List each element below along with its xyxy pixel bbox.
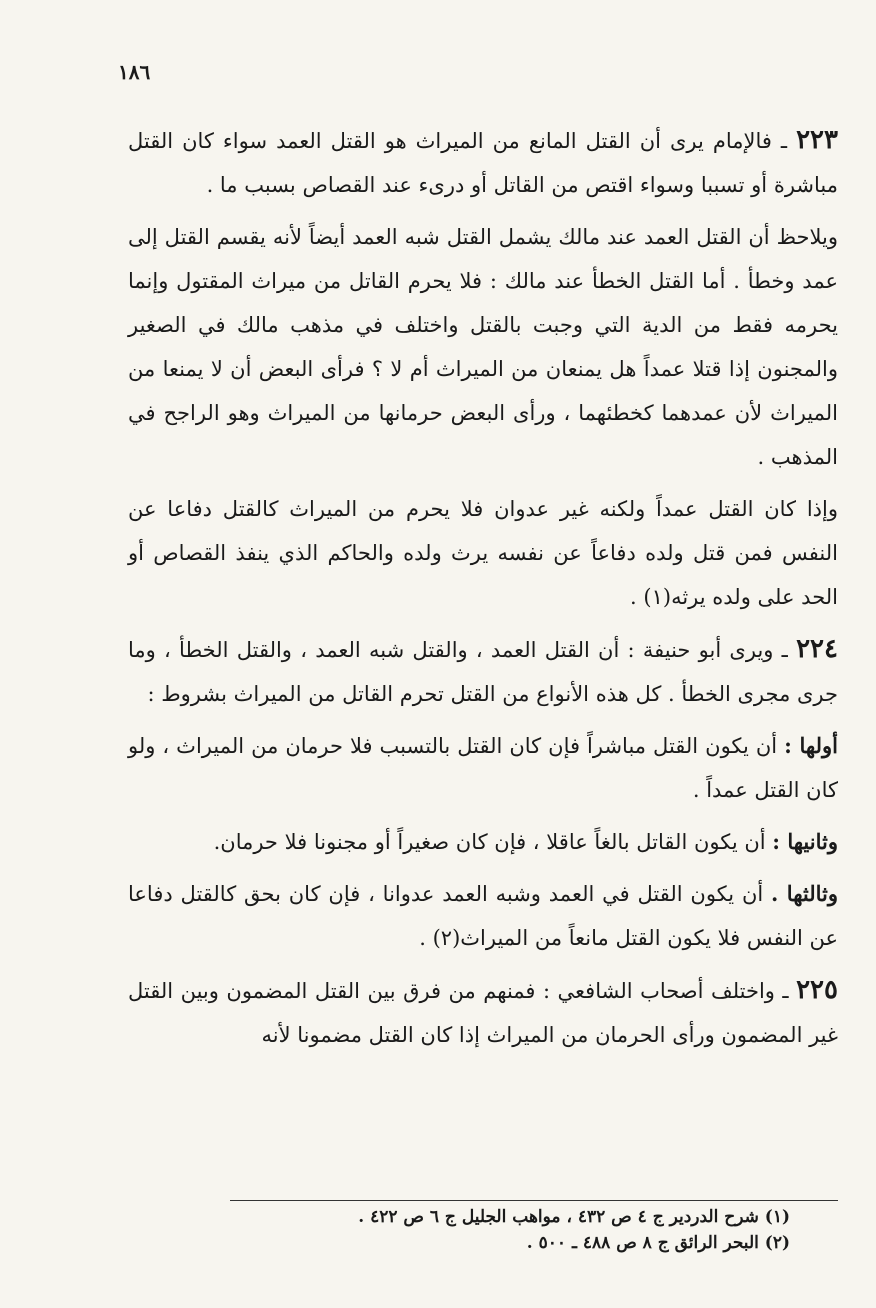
paragraph-self-defense xyxy=(128,487,838,619)
section-number: ٢٢٥ xyxy=(796,975,838,1005)
paragraph-text: أن يكون القاتل بالغاً عاقلا ، فإن كان صغيراً أو مجنونا فلا حرمان. xyxy=(213,830,773,854)
paragraph-text: أن يكون القتل في العمد وشبه العمد عدوانا ، فإن كان بحق كالقتل دفاعا عن النفس فلا يكون القتل مانعاً من الميراث(٢) . xyxy=(128,882,838,950)
body-text xyxy=(128,118,838,1065)
paragraph-text: ـ ويرى أبو حنيفة : أن القتل العمد ، والقتل شبه العمد ، والقتل الخطأ ، وما جرى مجرى الخطأ . كل هذه الأنواع من القتل تحرم القاتل من الميراث بشروط : xyxy=(128,638,838,706)
paragraph-text: ـ واختلف أصحاب الشافعي : فمنهم من فرق بين القتل المضمون وبين القتل غير المضمون ورأى الحرمان من الميراث إذا كان القتل مضمونا لأنه xyxy=(128,979,838,1047)
condition-lead: أولها : xyxy=(784,733,838,758)
condition-lead: وثانيها : xyxy=(772,829,838,854)
paragraph-225 xyxy=(128,968,838,1057)
paragraph-text: ويلاحظ أن القتل العمد عند مالك يشمل القتل شبه العمد أيضاً لأنه يقسم القتل إلى عمد وخطأ . أما القتل الخطأ عند مالك : فلا يحرم القاتل من ميراث المقتول وإنما يحرمه فقط من الدية التي وجبت بالقتل واختلف في مذهب مالك في الصغير والمجنون إذا قتلا عمداً هل يمنعان من الميراث أم لا ؟ فرأى البعض أن لا يمنعا من الميراث لأن عمدهما كخطئهما ، ورأى البعض حرمانها من الميراث وهو الراجح في المذهب . xyxy=(128,225,838,469)
paragraph-223 xyxy=(128,118,838,207)
page-number: ١٨٦ xyxy=(118,60,151,84)
paragraph-condition-3 xyxy=(128,872,838,960)
footnotes xyxy=(230,1204,790,1256)
paragraph-text: أن يكون القتل مباشراً فإن كان القتل بالتسبب فلا حرمان من الميراث ، ولو كان القتل عمداً . xyxy=(128,734,838,802)
paragraph-text: وإذا كان القتل عمداً ولكنه غير عدوان فلا يحرم من الميراث كالقتل دفاعا عن النفس فمن قتل ولده دفاعاً عن نفسه يرث ولده والحاكم الذي ينفذ القصاص أو الحد على ولده يرثه(١) . xyxy=(128,497,838,609)
section-number: ٢٢٤ xyxy=(796,634,838,664)
paragraph-malik-note xyxy=(128,215,838,479)
condition-lead: وثالثها . xyxy=(771,881,838,906)
footnote-2: (٢) البحر الرائق ج ٨ ص ٤٨٨ ـ ٥٠٠ . xyxy=(526,1233,790,1253)
footnote-1: (١) شرح الدردير ج ٤ ص ٤٣٢ ، مواهب الجليل ج ٦ ص ٤٢٢ . xyxy=(358,1207,790,1227)
paragraph-condition-2 xyxy=(128,820,838,864)
paragraph-condition-1 xyxy=(128,724,838,812)
section-number: ٢٢٣ xyxy=(796,125,838,155)
footnote-divider xyxy=(230,1200,838,1201)
paragraph-224 xyxy=(128,627,838,716)
paragraph-text: ـ فالإمام يرى أن القتل المانع من الميراث هو القتل العمد سواء كان القتل مباشرة أو تسببا وسواء اقتص من القاتل أو درىء عند القصاص بسبب ما . xyxy=(128,129,838,197)
